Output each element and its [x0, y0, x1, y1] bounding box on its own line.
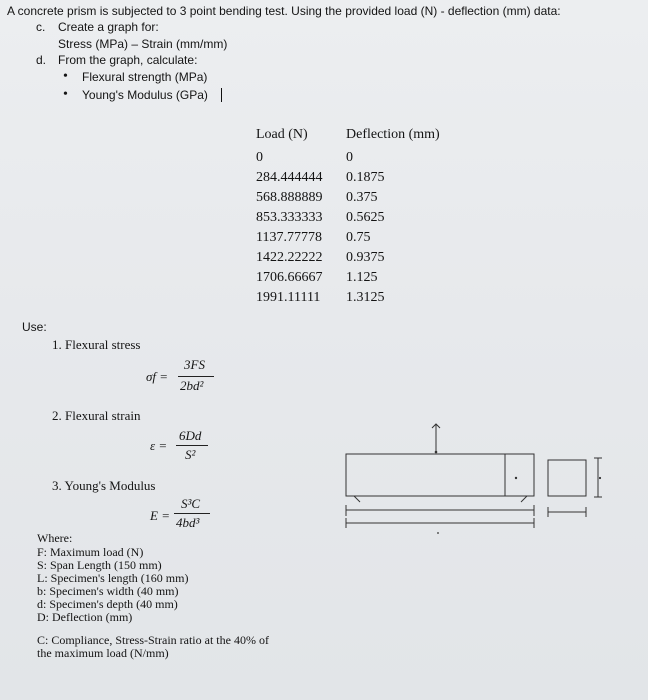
table-cell: 0.1875	[346, 170, 385, 185]
formula-1-lhs: σf =	[146, 369, 169, 384]
formula-2-denominator: S²	[185, 447, 196, 462]
table-cell: 1422.22222	[256, 250, 323, 265]
table-cell: 568.888889	[256, 190, 323, 205]
table-cell: 0	[346, 150, 353, 165]
cross-section	[548, 460, 586, 496]
table-cell: 0.5625	[346, 210, 385, 225]
table-cell: 1.3125	[346, 290, 385, 305]
item-c-text: Create a graph for:	[58, 20, 159, 34]
formula-3-lhs: E =	[150, 508, 170, 523]
where-line: d: Specimen's depth (40 mm)	[37, 597, 178, 611]
table-cell: 0	[256, 150, 263, 165]
table-cell: 1.125	[346, 270, 378, 285]
table-header-deflection: Deflection (mm)	[346, 127, 440, 142]
item-c-marker: c.	[36, 20, 46, 34]
problem-statement: A concrete prism is subjected to 3 point bending test. Using the provided load (N) - deflection (mm) data:	[7, 4, 561, 18]
formula-2-lhs: ε =	[150, 438, 168, 453]
formula-3-numerator: S³C	[181, 496, 201, 511]
item-d-marker: d.	[36, 53, 47, 67]
formula-1-title: 1. Flexural stress	[52, 337, 141, 352]
table-cell: 853.333333	[256, 210, 323, 225]
table-cell: 0.9375	[346, 250, 385, 265]
formula-2-numerator: 6Dd	[179, 428, 202, 443]
where-line: D: Deflection (mm)	[37, 610, 133, 624]
bullet-youngs-modulus: Young's Modulus (GPa)	[82, 88, 208, 102]
where-line: L: Specimen's length (160 mm)	[37, 571, 189, 585]
where-label: Where:	[37, 531, 73, 545]
bullet-dot-icon: •	[63, 69, 68, 84]
formula-3-denominator: 4bd³	[176, 515, 200, 530]
formula-1-denominator: 2bd²	[180, 378, 204, 393]
table-cell: 1706.66667	[256, 270, 323, 285]
table-cell: 1137.77778	[256, 230, 322, 245]
where-line: F: Maximum load (N)	[37, 545, 144, 559]
where-line: b: Specimen's width (40 mm)	[37, 584, 179, 598]
formula-1-numerator: 3FS	[184, 357, 205, 372]
bullet-dot-icon: •	[63, 87, 68, 102]
item-c-subtext: Stress (MPa) – Strain (mm/mm)	[58, 37, 228, 51]
table-cell: 1991.11111	[256, 290, 321, 305]
formula-2-title: 2. Flexural strain	[52, 408, 141, 423]
formula-3-title: 3. Young's Modulus	[52, 478, 156, 493]
use-label: Use:	[22, 320, 47, 334]
table-cell: 0.75	[346, 230, 371, 245]
where-line: S: Span Length (150 mm)	[37, 558, 162, 572]
item-d-text: From the graph, calculate:	[58, 53, 198, 67]
table-header-load: Load (N)	[256, 127, 308, 142]
bullet-flexural-strength: Flexural strength (MPa)	[82, 70, 208, 84]
specimen-beam	[346, 454, 534, 496]
where-line: the maximum load (N/mm)	[37, 646, 169, 660]
where-line: C: Compliance, Stress-Strain ratio at the 40% of	[37, 633, 269, 647]
table-cell: 284.444444	[256, 170, 323, 185]
table-cell: 0.375	[346, 190, 378, 205]
